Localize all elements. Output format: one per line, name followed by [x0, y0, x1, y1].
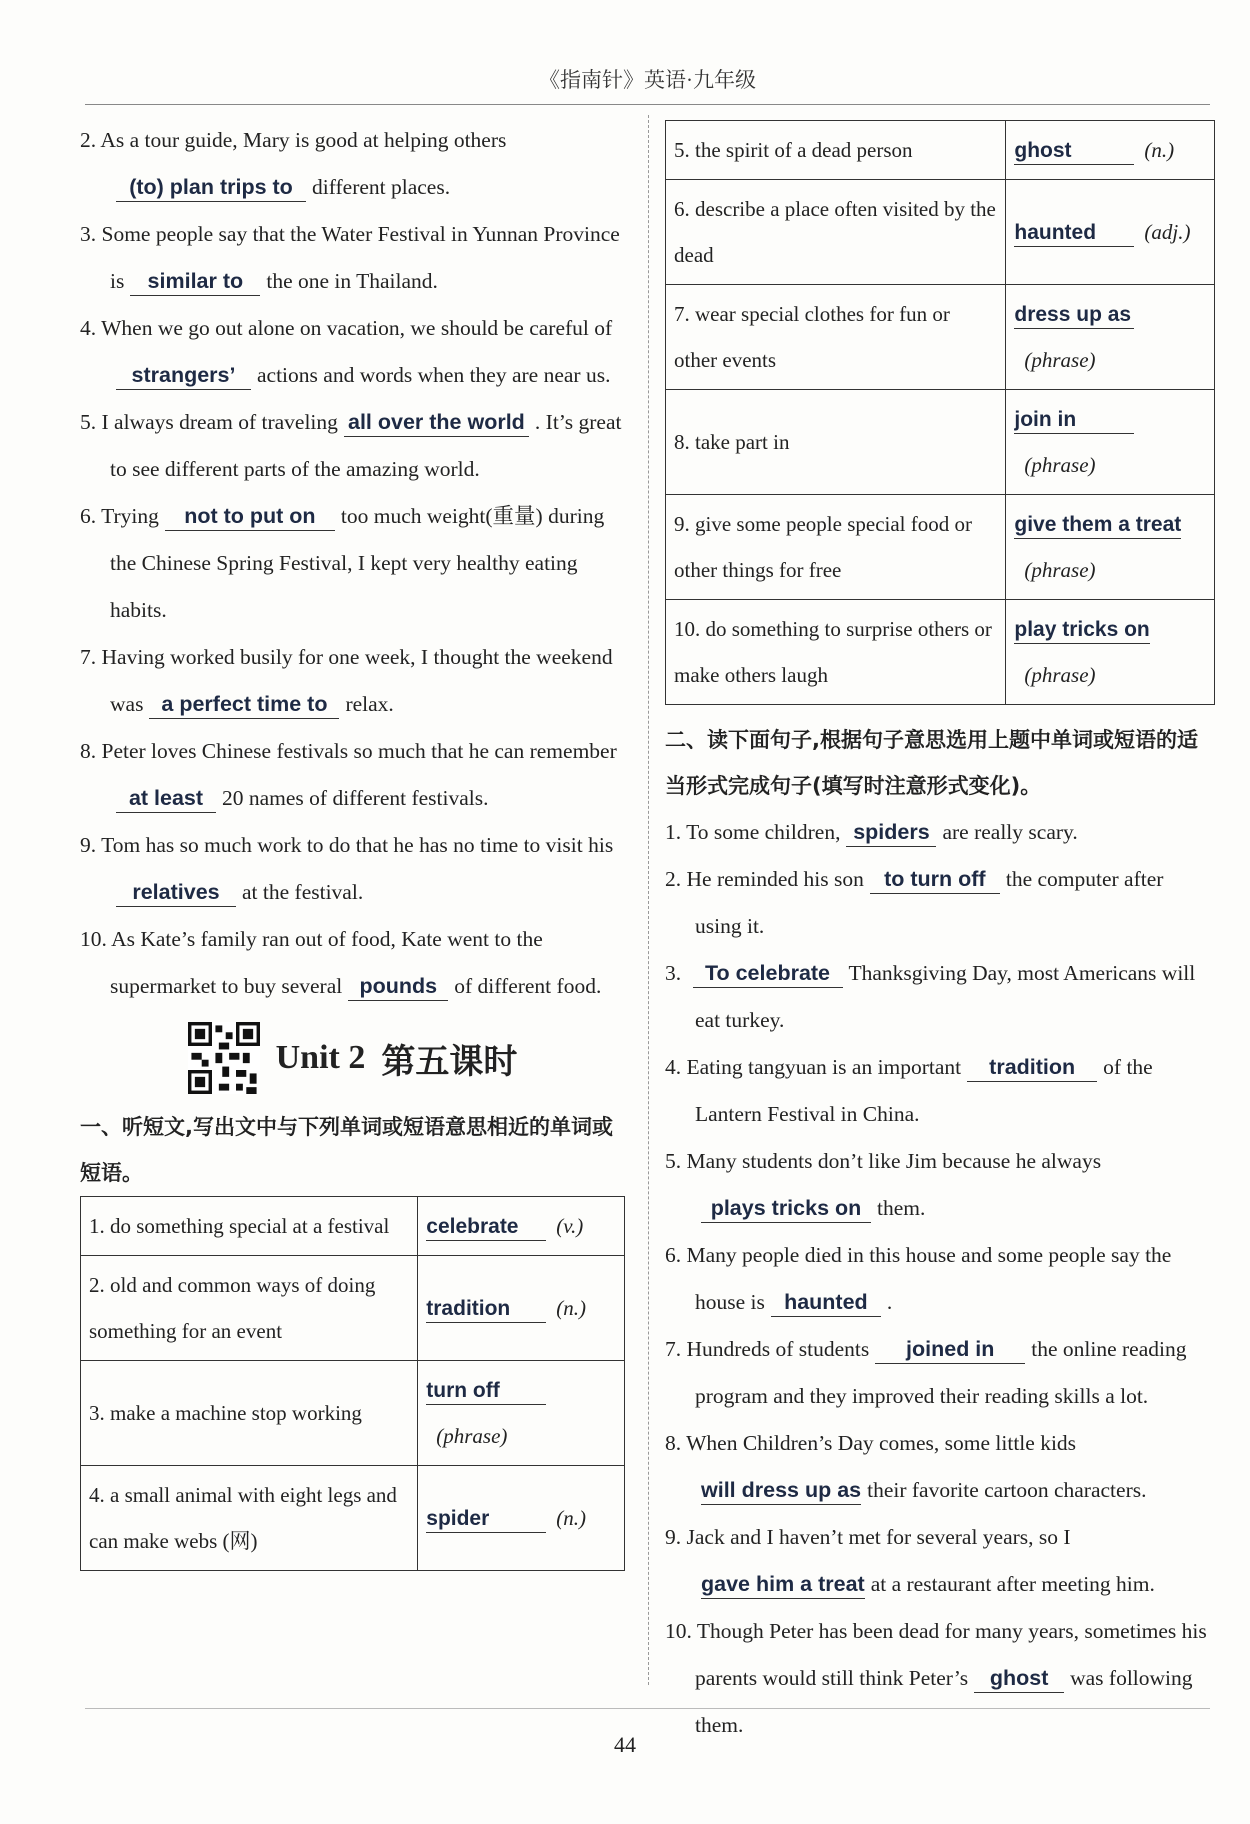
answer-blank[interactable]: not to put on [165, 502, 335, 531]
item-text-after: the computer after using it. [695, 867, 1164, 938]
answer-blank[interactable]: give them a treat [1014, 512, 1181, 539]
part-of-speech: (n.) [556, 1506, 587, 1530]
exercise-item [665, 1514, 1215, 1608]
unit-heading [80, 1022, 625, 1094]
exercise-item [665, 1044, 1215, 1138]
definition-cell: 4. a small animal with eight legs and can make webs (网) [81, 1466, 418, 1571]
answer-cell [1006, 285, 1215, 390]
exercise-item [80, 305, 625, 399]
definition-cell: 8. take part in [666, 390, 1006, 495]
item-text-after: . It’s great to see different parts of the amazing world. [110, 410, 622, 481]
item-text-before: Trying [101, 504, 159, 528]
answer-cell [418, 1197, 625, 1256]
answer-blank[interactable]: (to) plan trips to [116, 173, 306, 202]
exercise-item [665, 950, 1215, 1044]
item-number: 6. [665, 1243, 682, 1267]
exercise-item [80, 822, 625, 916]
item-text-before: When we go out alone on vacation, we should be careful of [101, 316, 613, 340]
exercise-item [80, 493, 625, 634]
exercise-item [665, 1326, 1215, 1420]
item-text-after: of different food. [454, 974, 602, 998]
answer-cell [1006, 495, 1215, 600]
item-text-before: As Kate’s family ran out of food, Kate went to the supermarket to buy several [110, 927, 543, 998]
item-text-before: When Children’s Day comes, some little kids [686, 1431, 1077, 1455]
item-number: 3. [80, 222, 97, 246]
item-number: 8. [665, 1431, 682, 1455]
answer-blank[interactable]: pounds [348, 972, 448, 1001]
exercise-item [665, 1232, 1215, 1326]
item-text-before: As a tour guide, Mary is good at helping others [100, 128, 507, 152]
answer-blank[interactable]: to turn off [870, 865, 1000, 894]
section-2-title: 二、读下面句子,根据句子意思选用上题中单词或短语的适当形式完成句子(填写时注意形式变化)。 [665, 728, 1198, 798]
item-text-before: Having worked busily for one week, I thought the weekend was [101, 645, 613, 716]
item-text-before: Tom has so much work to do that he has no time to visit his [101, 833, 614, 857]
answer-blank[interactable]: spiders [846, 818, 936, 847]
item-number: 4. [80, 316, 97, 340]
footer-rule [85, 1708, 1210, 1709]
table-row [666, 600, 1215, 705]
item-number: 9. [80, 833, 97, 857]
item-text-after: 20 names of different festivals. [222, 786, 489, 810]
part-of-speech: (phrase) [1024, 558, 1096, 582]
unit-title-en: Unit 2 [275, 1039, 366, 1076]
answer-blank[interactable]: will dress up as [701, 1476, 861, 1505]
unit-title-cn: 第五课时 [381, 1041, 518, 1082]
item-number: 2. [665, 867, 682, 891]
exercise-item [80, 728, 625, 822]
answer-cell [1006, 600, 1215, 705]
item-text-after: . [886, 1290, 893, 1314]
item-number: 10. [665, 1619, 692, 1643]
item-text-before: Many students don’t like Jim because he always [686, 1149, 1102, 1173]
definition-cell: 7. wear special clothes for fun or other events [666, 285, 1006, 390]
item-text-after: was following them. [695, 1666, 1193, 1737]
section-1-title: 一、听短文,写出文中与下列单词或短语意思相近的单词或短语。 [80, 1115, 613, 1185]
item-text-after: too much weight(重量) during the Chinese Spring Festival, I kept very healthy eating habits. [110, 504, 605, 622]
answer-blank[interactable]: tradition [967, 1053, 1097, 1082]
answer-blank[interactable]: joined in [875, 1335, 1025, 1364]
table-row [81, 1197, 625, 1256]
definition-cell: 6. describe a place often visited by the dead [666, 180, 1006, 285]
exercise-item [80, 211, 625, 305]
column-divider [648, 115, 649, 1685]
item-number: 5. [80, 410, 97, 434]
table-row [666, 285, 1215, 390]
page-number: 44 [614, 1732, 636, 1757]
item-text-after: actions and words when they are near us. [257, 363, 611, 387]
item-text-before: Eating tangyuan is an important [686, 1055, 962, 1079]
page-header: 《指南针》英语·九年级 [539, 68, 756, 92]
answer-blank[interactable]: similar to [130, 267, 260, 296]
answer-blank[interactable]: strangers’ [116, 361, 251, 390]
item-text-before: I always dream of traveling [101, 410, 338, 434]
answer-blank[interactable]: haunted [771, 1288, 881, 1317]
answer-blank[interactable]: turn off [426, 1378, 546, 1405]
part-of-speech: (phrase) [436, 1424, 508, 1448]
item-text-after: at the festival. [242, 880, 364, 904]
definition-cell: 3. make a machine stop working [81, 1361, 418, 1466]
exercise-item [80, 634, 625, 728]
item-number: 3. [665, 961, 682, 985]
answer-blank[interactable]: dress up as [1014, 302, 1134, 329]
item-number: 7. [665, 1337, 682, 1361]
table-row [666, 390, 1215, 495]
item-text-after: of the Lantern Festival in China. [695, 1055, 1153, 1126]
answer-blank[interactable]: gave him a treat [701, 1570, 865, 1599]
item-text-before: Though Peter has been dead for many years, sometimes his parents would still think Peter’s [695, 1619, 1207, 1690]
item-text-after: are really scary. [942, 820, 1078, 844]
exercise-item [665, 1420, 1215, 1514]
answer-blank[interactable]: at least [116, 784, 216, 813]
answer-blank[interactable]: tradition [426, 1296, 546, 1323]
item-number: 8. [80, 739, 97, 763]
answer-blank[interactable]: haunted [1014, 220, 1134, 247]
answer-blank[interactable]: plays tricks on [701, 1194, 871, 1223]
item-text-after: them. [877, 1196, 926, 1220]
item-text-before: Some people say that the Water Festival in Yunnan Province is [101, 222, 620, 293]
exercise-item [665, 809, 1215, 856]
item-number: 7. [80, 645, 97, 669]
table-row [81, 1361, 625, 1466]
item-text-before: He reminded his son [686, 867, 864, 891]
part-of-speech: (n.) [556, 1296, 587, 1320]
item-number: 6. [80, 504, 97, 528]
definition-cell: 9. give some people special food or other things for free [666, 495, 1006, 600]
item-text-before: Peter loves Chinese festivals so much that he can remember [101, 739, 617, 763]
table-row [666, 180, 1215, 285]
answer-blank[interactable]: play tricks on [1014, 617, 1149, 644]
item-text-after: relax. [345, 692, 394, 716]
answer-blank[interactable]: spider [426, 1506, 546, 1533]
item-number: 10. [80, 927, 107, 951]
table-row [666, 495, 1215, 600]
item-number: 1. [665, 820, 682, 844]
item-number: 4. [665, 1055, 682, 1079]
item-text-after: the online reading program and they improved their reading skills a lot. [695, 1337, 1187, 1408]
vocab-table-2 [665, 120, 1215, 705]
table-row [666, 121, 1215, 180]
answer-blank[interactable]: join in [1014, 407, 1134, 434]
exercise-item [665, 856, 1215, 950]
answer-blank[interactable]: To celebrate [693, 959, 843, 988]
header-rule [85, 104, 1210, 105]
item-number: 2. [80, 128, 97, 152]
part-of-speech: (phrase) [1024, 663, 1096, 687]
table-row [81, 1466, 625, 1571]
vocab-table-1 [80, 1196, 625, 1571]
item-text-before: Hundreds of students [686, 1337, 870, 1361]
answer-blank[interactable]: ghost [1014, 138, 1134, 165]
exercise-item [80, 916, 625, 1010]
exercise-item [665, 1138, 1215, 1232]
item-text-after: the one in Thailand. [266, 269, 438, 293]
answer-blank[interactable]: relatives [116, 878, 236, 907]
exercise-item [80, 399, 625, 493]
answer-cell [1006, 390, 1215, 495]
definition-cell: 5. the spirit of a dead person [666, 121, 1006, 180]
qr-code-icon [188, 1022, 260, 1094]
answer-cell [418, 1361, 625, 1466]
item-text-before: To some children, [686, 820, 841, 844]
answer-cell [418, 1466, 625, 1571]
answer-cell [418, 1256, 625, 1361]
part-of-speech: (adj.) [1144, 220, 1191, 244]
item-number: 5. [665, 1149, 682, 1173]
part-of-speech: (phrase) [1024, 348, 1096, 372]
item-text-after: their favorite cartoon characters. [867, 1478, 1147, 1502]
left-exercise-list [80, 117, 625, 1010]
definition-cell: 10. do something to surprise others or make others laugh [666, 600, 1006, 705]
answer-blank[interactable]: a perfect time to [149, 690, 339, 719]
answer-blank[interactable]: ghost [974, 1664, 1064, 1693]
item-text-after: different places. [312, 175, 451, 199]
definition-cell: 1. do something special at a festival [81, 1197, 418, 1256]
part-of-speech: (v.) [556, 1214, 584, 1238]
item-text-after: at a restaurant after meeting him. [870, 1572, 1155, 1596]
definition-cell: 2. old and common ways of doing something for an event [81, 1256, 418, 1361]
right-column [665, 120, 1215, 1749]
item-text-before: Jack and I haven’t met for several years, so I [686, 1525, 1071, 1549]
answer-blank[interactable]: all over the world [344, 408, 529, 437]
exercise-item [665, 1608, 1215, 1749]
exercise-item [80, 117, 625, 211]
part-of-speech: (n.) [1144, 138, 1175, 162]
item-number: 9. [665, 1525, 682, 1549]
answer-blank[interactable]: celebrate [426, 1214, 546, 1241]
item-text-after: Thanksgiving Day, most Americans will eat turkey. [695, 961, 1196, 1032]
right-exercise-list [665, 809, 1215, 1749]
answer-cell [1006, 180, 1215, 285]
part-of-speech: (phrase) [1024, 453, 1096, 477]
table-row [81, 1256, 625, 1361]
left-column [80, 117, 625, 1571]
answer-cell [1006, 121, 1215, 180]
item-text-before: Many people died in this house and some people say the house is [686, 1243, 1172, 1314]
